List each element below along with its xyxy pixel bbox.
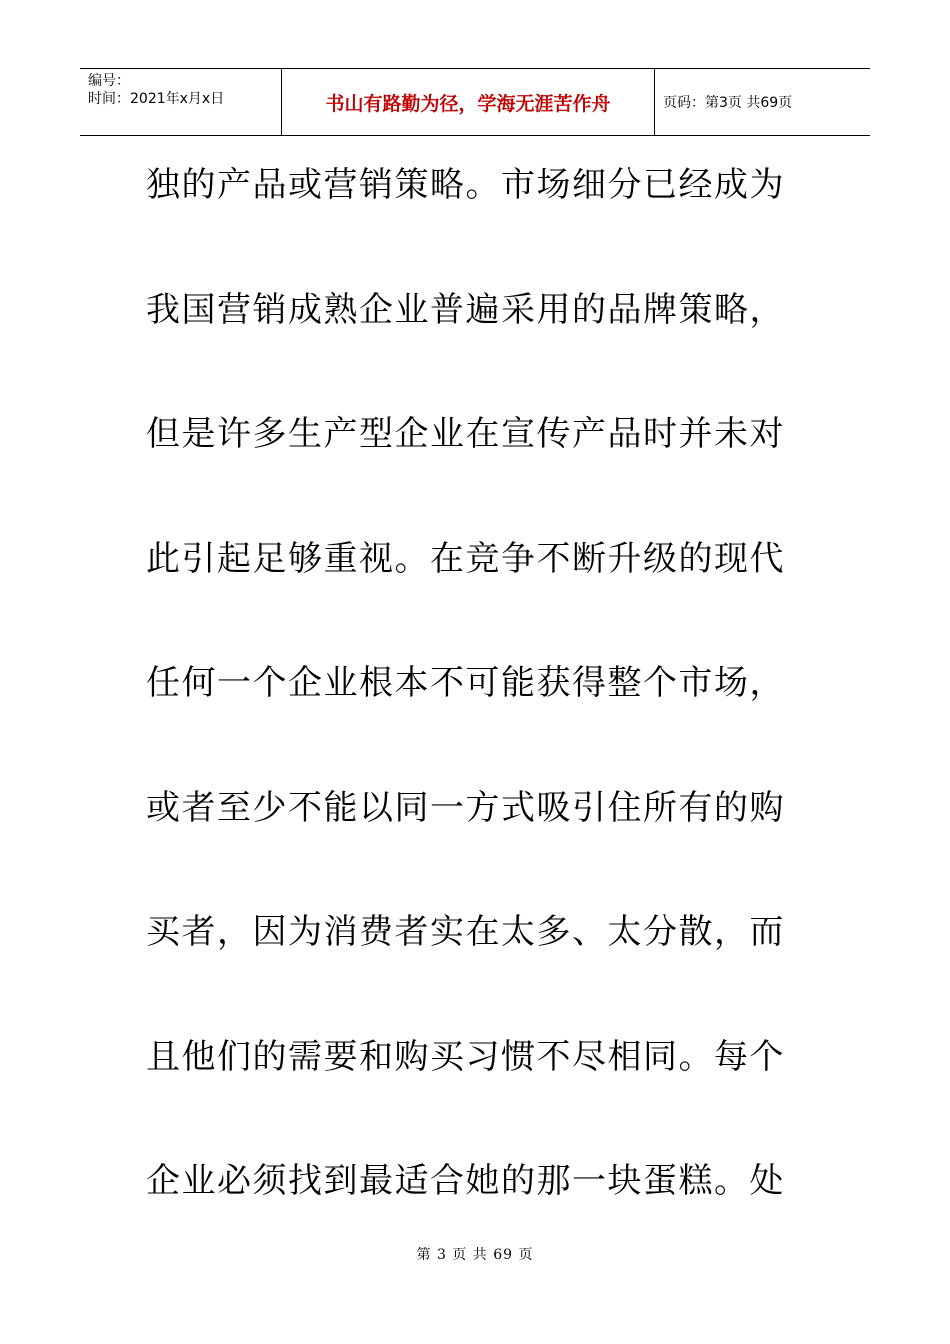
body-line: 我国营销成熟企业普遍采用的品牌策略， <box>146 289 785 330</box>
body-line: 但是许多生产型企业在宣传产品时并未对 <box>146 414 785 454</box>
header-motto-cell <box>282 69 655 135</box>
body-line: 且他们的需要和购买习惯不尽相同。每个 <box>146 1036 785 1077</box>
header-motto: 书山有路勤为径，学海无涯苦作舟 <box>325 92 611 115</box>
page-footer: 第 3 页 共 69 页 <box>416 1247 534 1263</box>
header-page-info: 页码：第3页 共69页 <box>663 95 793 111</box>
document-number-label: 编号： <box>88 73 130 89</box>
document-time-label: 时间：2021年x月x日 <box>88 91 225 107</box>
body-line: 任何一个企业根本不可能获得整个市场， <box>146 663 785 703</box>
body-line: 独的产品或营销策略。市场细分已经成为 <box>146 165 785 205</box>
body-line: 或者至少不能以同一方式吸引住所有的购 <box>146 787 785 828</box>
body-line: 此引起足够重视。在竞争不断升级的现代 <box>146 538 785 579</box>
header-meta-cell <box>80 69 282 135</box>
body-text <box>146 152 816 1273</box>
body-line: 企业必须找到最适合她的那一块蛋糕。处 <box>146 1161 785 1201</box>
header-page-cell <box>655 69 870 135</box>
document-header <box>80 68 870 136</box>
body-line: 买者，因为消费者实在太多、太分散，而 <box>146 912 785 952</box>
